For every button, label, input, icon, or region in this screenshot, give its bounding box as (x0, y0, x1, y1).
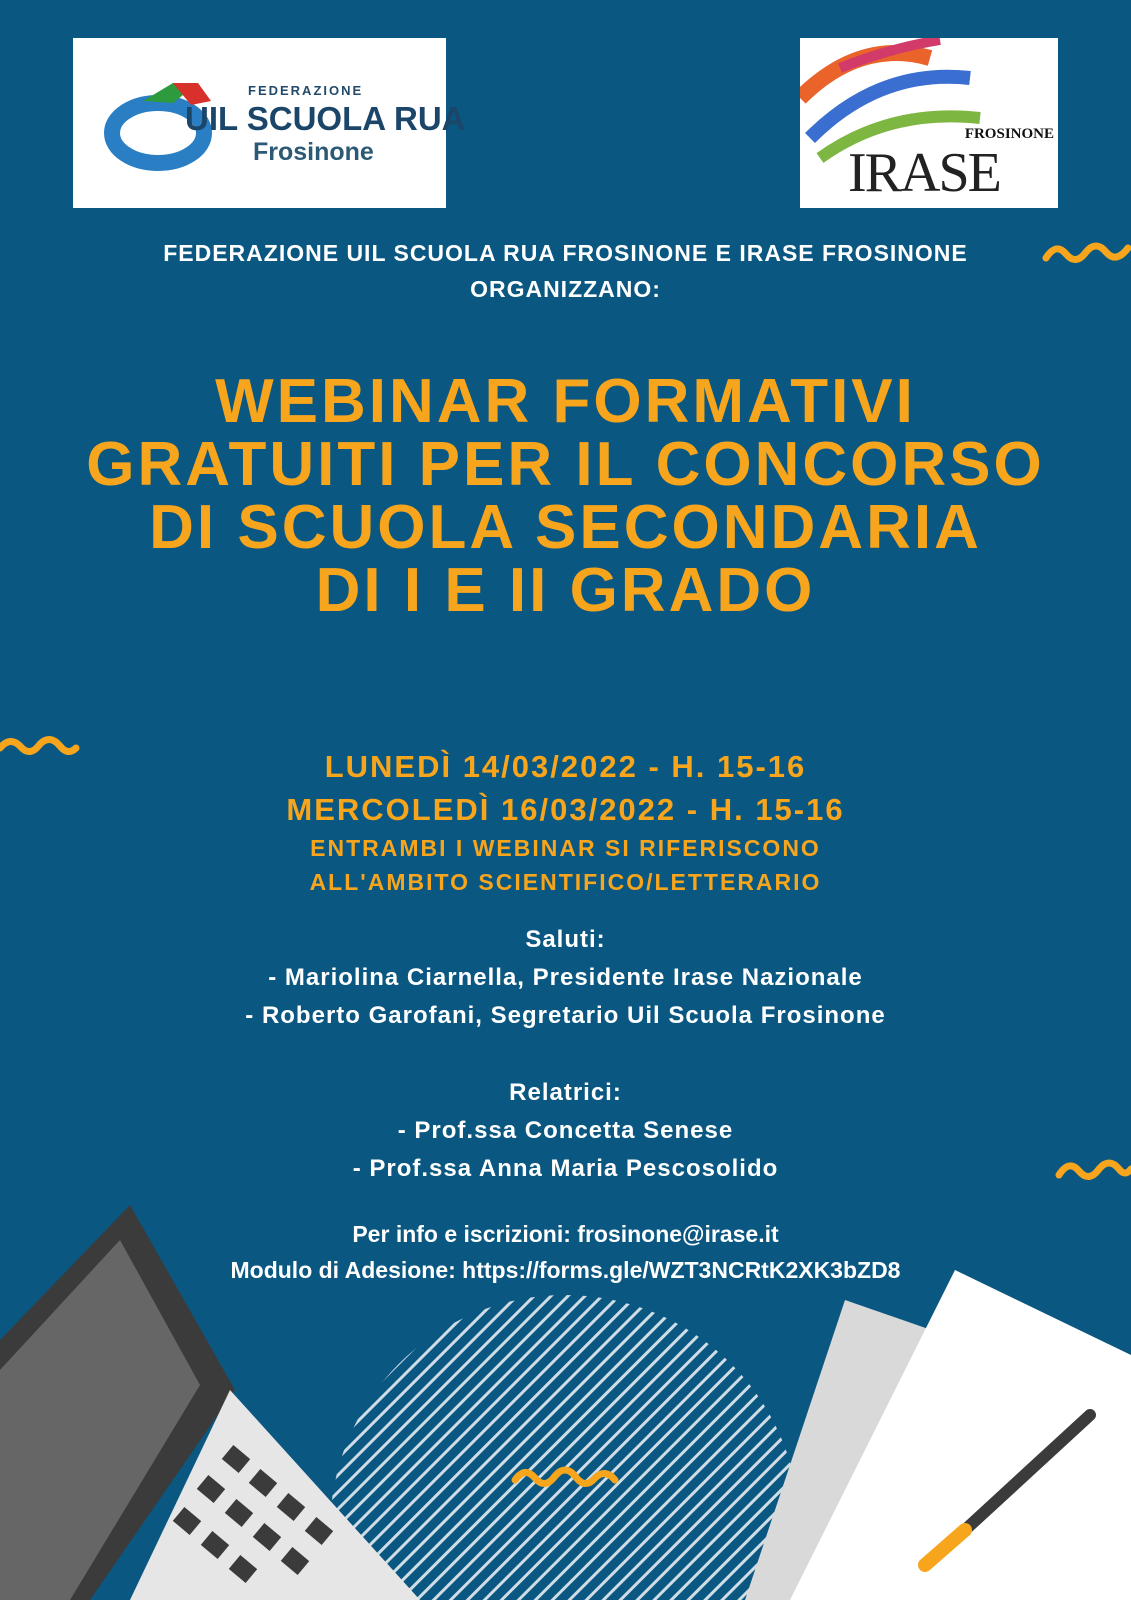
greetings-item: - Roberto Garofani, Segretario Uil Scuola Frosinone (245, 1002, 886, 1029)
title-line: GRATUITI PER IL CONCORSO (86, 430, 1045, 499)
title-line: DI I E II GRADO (315, 556, 816, 625)
date-line: MERCOLEDÌ 16/03/2022 - H. 15-16 (286, 792, 845, 827)
scope (0, 831, 1131, 899)
uil-logo-top: FEDERAZIONE (248, 83, 364, 98)
greetings-heading: Saluti: (525, 926, 606, 953)
uil-logo-city: Frosinone (253, 138, 374, 166)
irase-logo-main: IRASE (848, 142, 1000, 204)
speakers-item: - Prof.ssa Concetta Senese (397, 1117, 734, 1144)
greetings-item: - Mariolina Ciarnella, Presidente Irase Nazionale (268, 964, 863, 991)
scope-line: ALL'AMBITO SCIENTIFICO/LETTERARIO (309, 869, 822, 895)
irase-logo-city: FROSINONE (964, 126, 1054, 142)
page-title (0, 367, 1131, 625)
dates (0, 745, 1131, 831)
organizers-text (0, 235, 1131, 307)
organizers-line: FEDERAZIONE UIL SCUOLA RUA FROSINONE E IRASE FROSINONE (163, 240, 968, 266)
organizers-line: ORGANIZZANO: (470, 276, 661, 302)
desk-illustration (0, 1200, 1131, 1600)
uil-logo (73, 38, 466, 208)
form-link[interactable]: Modulo di Adesione: https://forms.gle/WZT3NCRtK2XK3bZD8 (230, 1257, 901, 1283)
date-line: LUNEDÌ 14/03/2022 - H. 15-16 (324, 749, 807, 784)
uil-logo-main: UIL SCUOLA RUA (185, 100, 466, 137)
speakers-heading: Relatrici: (509, 1079, 622, 1106)
speakers-item: - Prof.ssa Anna Maria Pescosolido (352, 1155, 779, 1182)
irase-logo (800, 38, 1058, 208)
scope-line: ENTRAMBI I WEBINAR SI RIFERISCONO (310, 835, 821, 861)
title-line: WEBINAR FORMATIVI (215, 367, 916, 436)
title-line: DI SCUOLA SECONDARIA (149, 493, 982, 562)
speakers (0, 1074, 1131, 1188)
striped-circle (330, 1295, 800, 1600)
contact-info[interactable]: Per info e iscrizioni: frosinone@irase.it (352, 1221, 779, 1247)
greetings (0, 921, 1131, 1035)
